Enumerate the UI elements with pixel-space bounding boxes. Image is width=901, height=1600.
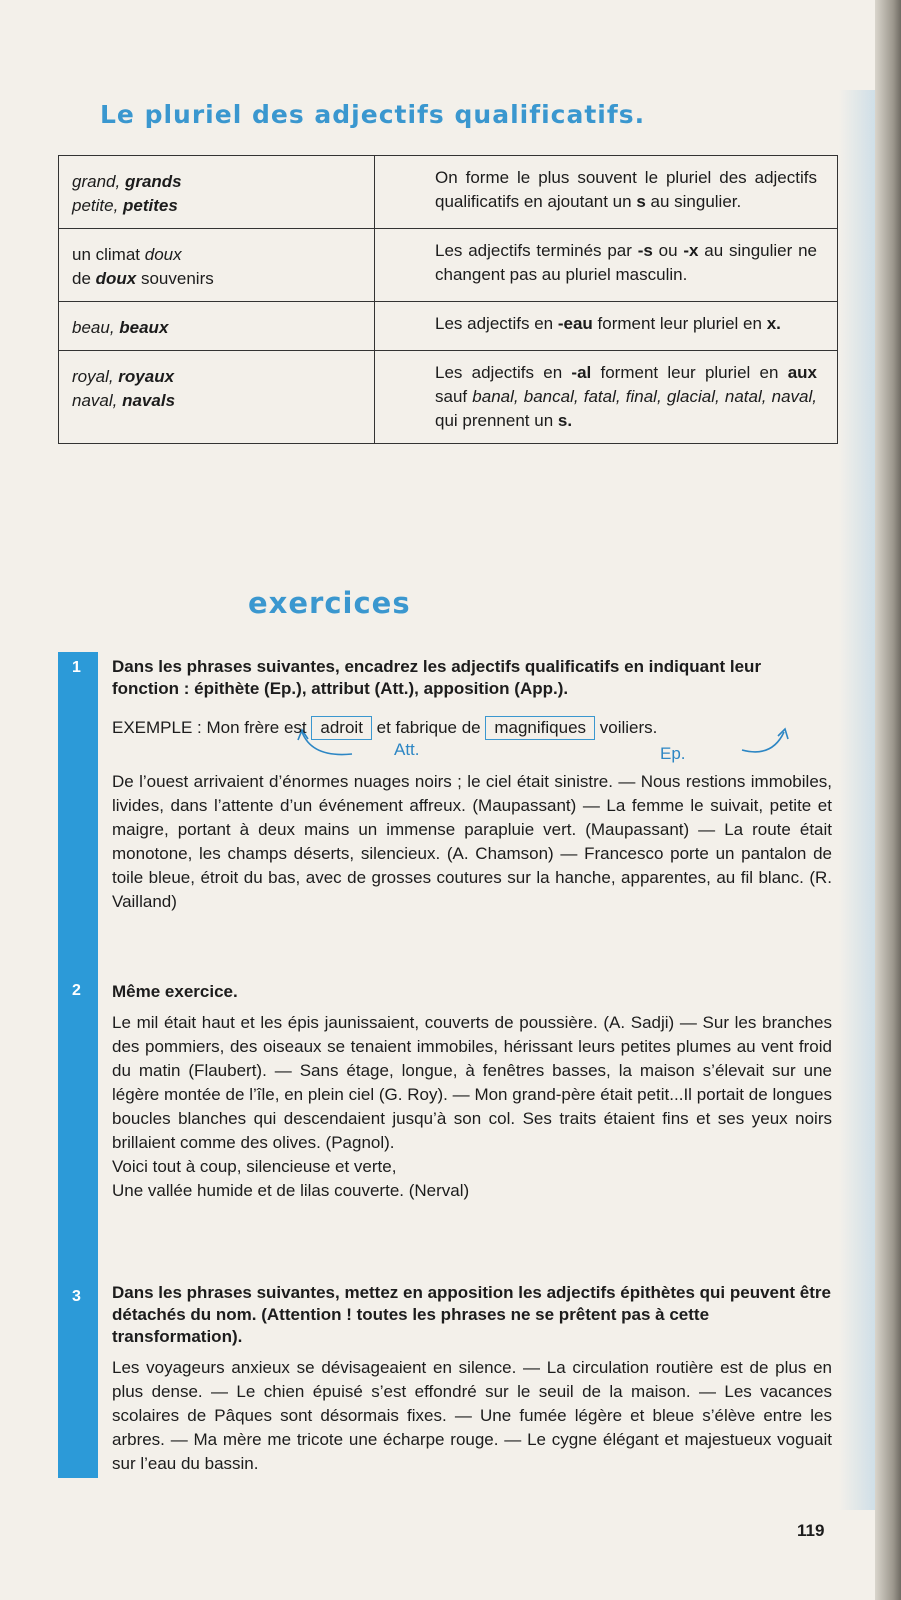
example-line	[72, 316, 362, 340]
show-through-shadow	[839, 90, 875, 1510]
text-segment: Les adjectifs terminés par	[435, 241, 638, 260]
text-segment: forment leur pluriel en	[592, 314, 767, 333]
table-row	[59, 302, 838, 351]
exercise-side-bar	[58, 652, 98, 1478]
text-segment: naval,	[72, 391, 123, 410]
exercise-number: 3	[72, 1288, 81, 1305]
verse-quote	[112, 1155, 832, 1203]
text-segment: ou	[652, 241, 684, 260]
table-row	[59, 229, 838, 302]
text-segment: navals	[122, 391, 176, 410]
example-text: et fabrique de	[376, 718, 481, 737]
example-block	[112, 710, 832, 766]
exercise-number: 1	[72, 659, 81, 676]
example-sentence	[112, 716, 657, 740]
text-segment: grand,	[72, 172, 125, 191]
example-line	[72, 170, 362, 194]
rule-cell	[375, 351, 838, 444]
rules-table	[58, 155, 838, 444]
text-segment: au singulier.	[645, 192, 742, 211]
text-segment: de	[72, 269, 96, 288]
text-segment: grands	[124, 172, 182, 191]
exercise-text: Les voyageurs anxieux se dévisageaient en silence. — La circulation routière est de plus en plus dense. — Le chien épuisé s’est effondré sur le seuil de la maison. — Les vacances scolaires de Pâques sont désormais fixes. — Une fumée légère et bleue s’élève entre les arbres. — Ma mère me tricote une écharpe rouge. — Le cygne élégant et majestueux voguait sur l’eau du bassin.	[112, 1358, 832, 1473]
exercise-instruction: Même exercice.	[112, 982, 238, 1001]
example-text: voiliers.	[599, 718, 658, 737]
text-segment: un climat	[72, 245, 145, 264]
text-segment: aux	[787, 363, 817, 382]
text-segment: qui prennent un	[435, 411, 558, 430]
text-segment: On forme le plus souvent le pluriel des adjectifs qualificatifs en ajoutant un	[435, 168, 817, 211]
exercise-text: De l’ouest arrivaient d’énormes nuages noirs ; le ciel était sinistre. — Nous restions immobiles, livides, dans l’attente d’un événement affreux. (Maupassant) — La femme le suivait, petite et maigre, portant à deux mains un immense parapluie vert. (Maupassant) — La route était monotone, les champs déserts, silencieux. (A. Chamson) — Francesco porte un pantalon de toile bleue, étroit du bas, avec de grosses coutures sur la hanche, apparentes, au fil blanc. (R. Vailland)	[112, 772, 832, 911]
verse-line: Voici tout à coup, silencieuse et verte,	[112, 1157, 397, 1176]
text-segment: Les adjectifs en	[435, 314, 558, 333]
text-segment: petite,	[72, 196, 124, 215]
text-segment: -s	[637, 241, 653, 260]
exercises-heading: exercices	[248, 586, 411, 620]
text-segment: banal, bancal, fatal, final, glacial, natal, naval,	[472, 387, 818, 406]
text-segment: royal,	[72, 367, 119, 386]
text-segment: -x	[683, 241, 699, 260]
example-text: Mon frère est	[206, 718, 307, 737]
example-line	[72, 243, 362, 267]
text-segment: beaux	[119, 318, 169, 337]
text-segment: au singulier ne changent pas au pluriel masculin.	[435, 241, 818, 284]
example-line	[72, 267, 362, 291]
text-segment: souvenirs	[136, 269, 214, 288]
text-segment: s	[636, 192, 646, 211]
boxed-adjective: magnifiques	[485, 716, 595, 740]
text-segment: petites	[123, 196, 178, 215]
exercise-instruction: Dans les phrases suivantes, encadrez les adjectifs qualificatifs en indiquant leur fonction : épithète (Ep.), attribut (Att.), apposition (App.).	[112, 657, 762, 698]
text-segment: sauf	[435, 387, 473, 406]
example-line	[72, 194, 362, 218]
page-title: Le pluriel des adjectifs qualificatifs.	[100, 100, 646, 129]
exercise-instruction: Dans les phrases suivantes, mettez en apposition les adjectifs épithètes qui peuvent être détachés du nom. (Attention ! toutes les phrases ne se prêtent pas à cette transformation).	[112, 1283, 831, 1346]
rule-cell	[375, 229, 838, 302]
text-segment: forment leur pluriel en	[591, 363, 788, 382]
rule-cell	[375, 302, 838, 351]
exercise-number: 2	[72, 982, 81, 999]
verse-line: Une vallée humide et de lilas couverte. (Nerval)	[112, 1181, 470, 1200]
text-segment: doux	[144, 245, 182, 264]
text-segment: doux	[95, 269, 137, 288]
examples-cell	[59, 302, 375, 351]
examples-cell	[59, 156, 375, 229]
exercise-text: Le mil était haut et les épis jaunissaient, couverts de poussière. (A. Sadji) — Sur les branches des pommiers, des oiseaux se tenaient immobiles, hérissant leurs petites plumes au vent froid du matin (Flaubert). — Sans étage, longue, à fenêtres basses, la maison s’élevait sur une légère montée de l’île, en plein ciel (G. Roy). — Mon grand-père était petit...Il portait de longues boucles blanches qui descendaient jusqu’à son col. Ses traits étaient fins et ses yeux noirs brillaient comme des olives. (Pagnol).	[112, 1013, 832, 1152]
rule-cell	[375, 156, 838, 229]
function-annotation: Ep.	[660, 744, 686, 763]
text-segment: s.	[557, 411, 573, 430]
exercise-2	[112, 981, 832, 1203]
table-row	[59, 156, 838, 229]
page-number: 119	[797, 1521, 825, 1540]
examples-cell	[59, 351, 375, 444]
table-row	[59, 351, 838, 444]
text-segment: x.	[766, 314, 781, 333]
boxed-adjective: adroit	[311, 716, 372, 740]
example-label: EXEMPLE :	[112, 718, 202, 737]
exercise-3	[112, 1282, 832, 1476]
text-segment: royaux	[118, 367, 175, 386]
page-edge	[875, 0, 901, 1600]
example-line	[72, 389, 362, 413]
exercise-1	[112, 656, 832, 914]
text-segment: Les adjectifs en	[435, 363, 572, 382]
example-line	[72, 365, 362, 389]
examples-cell	[59, 229, 375, 302]
text-segment: -al	[571, 363, 592, 382]
text-segment: -eau	[557, 314, 593, 333]
text-segment: beau,	[72, 318, 120, 337]
function-annotation: Att.	[394, 740, 420, 759]
